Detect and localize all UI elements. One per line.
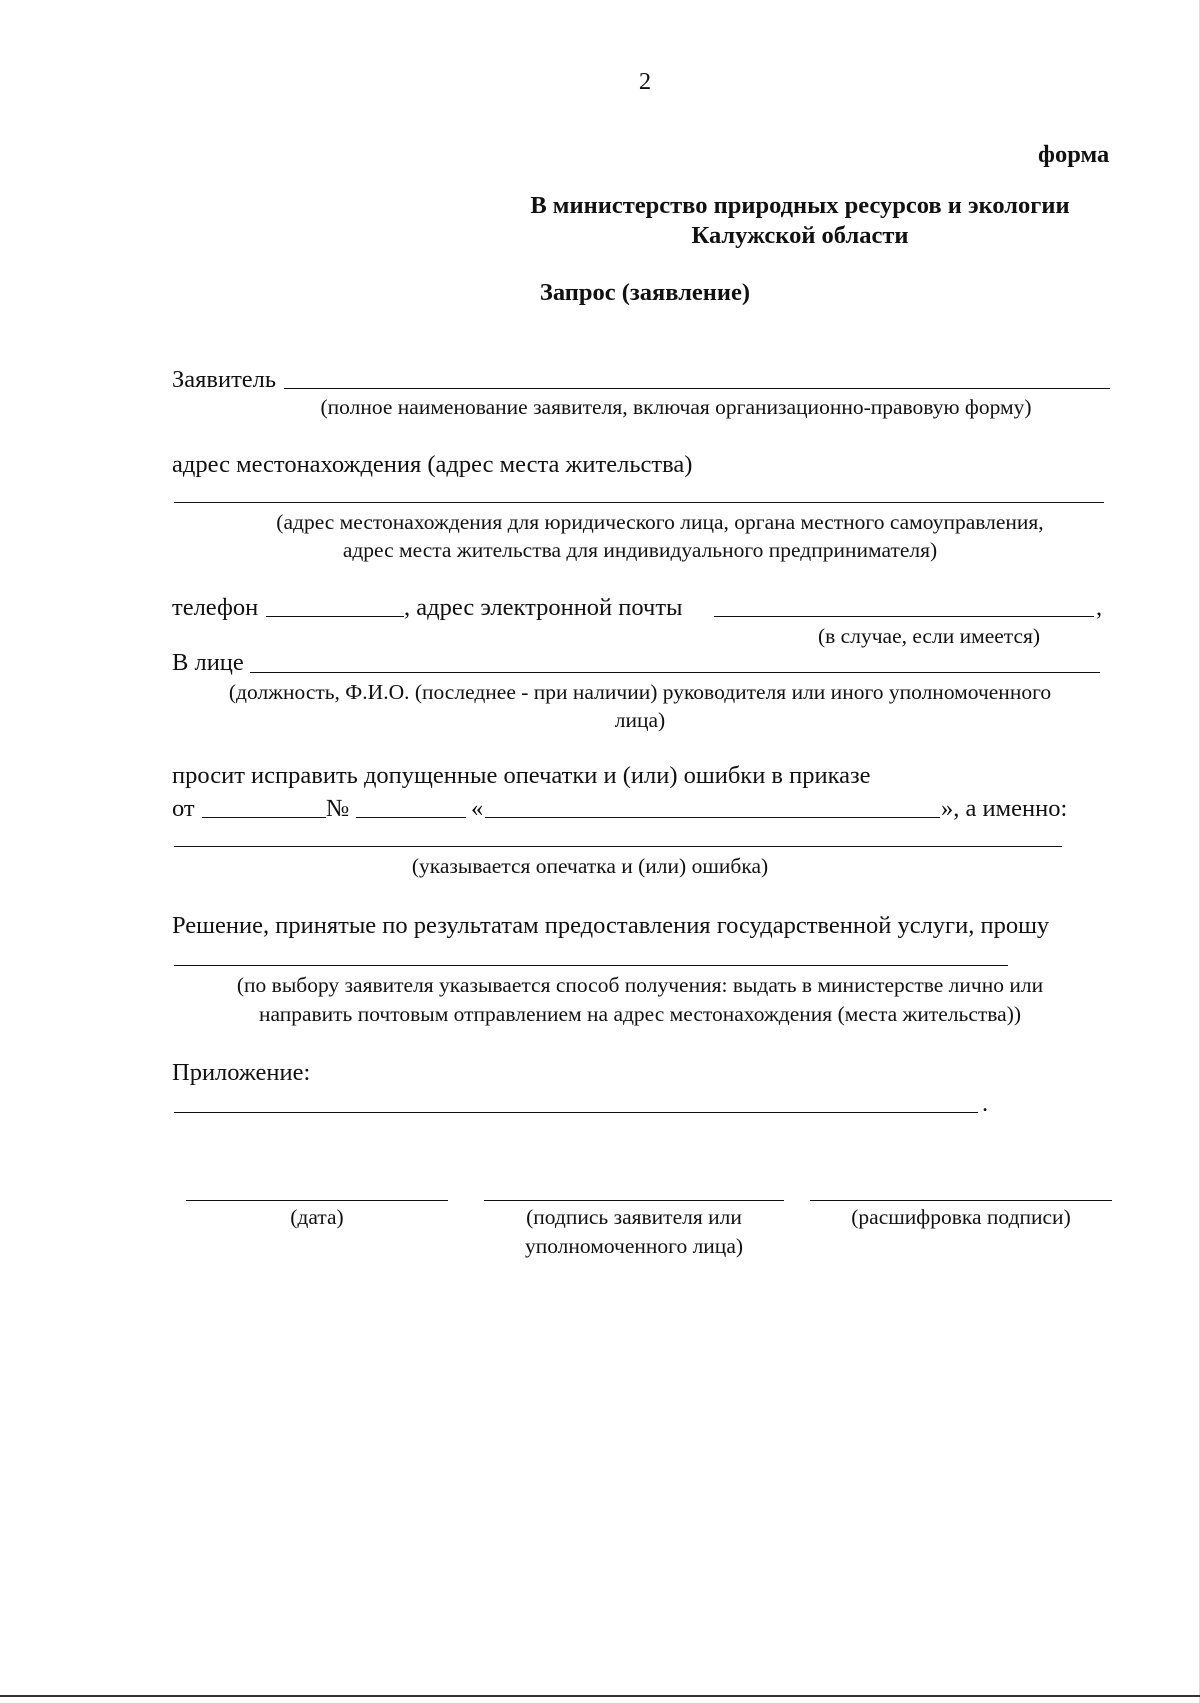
- phone-field-line[interactable]: [266, 616, 404, 617]
- date-hint: (дата): [290, 1205, 344, 1229]
- email-label: , адрес электронной почты: [404, 594, 683, 621]
- addressee-line-2: Калужской области: [691, 222, 909, 249]
- page-bottom-edge: [0, 1695, 1200, 1697]
- signature-decode-hint: (расшифровка подписи): [851, 1205, 1071, 1229]
- email-field-line[interactable]: [714, 616, 1094, 617]
- page-number: 2: [638, 68, 652, 95]
- delivery-hint-line-2: направить почтовым отправлением на адрес местонахождения (места жительства)): [258, 1002, 1022, 1026]
- form-label: форма: [1038, 141, 1110, 168]
- request-line: просит исправить допущенные опечатки и (или) ошибки в приказе: [172, 762, 871, 789]
- document-title: Запрос (заявление): [539, 279, 751, 306]
- from-label: от: [172, 795, 195, 822]
- date-field-line[interactable]: [186, 1200, 448, 1201]
- address-hint-line-1: (адрес местонахождения для юридического лица, органа местного самоуправления,: [276, 510, 1044, 534]
- decision-line: Решение, принятые по результатам предоставления государственной услуги, прошу: [172, 912, 1050, 939]
- close-quote-suffix: », а именно:: [941, 795, 1068, 822]
- open-quote: «: [471, 795, 484, 822]
- address-label: адрес местонахождения (адрес места жительства): [172, 451, 693, 478]
- order-number-field-line[interactable]: [356, 817, 466, 818]
- addressee-line-1: В министерство природных ресурсов и экологии: [530, 192, 1070, 219]
- signature-decode-field-line[interactable]: [810, 1200, 1112, 1201]
- order-title-field-line[interactable]: [485, 817, 940, 818]
- person-label: В лице: [172, 649, 244, 676]
- person-hint-line-1: (должность, Ф.И.О. (последнее - при наличии) руководителя или иного уполномоченного: [228, 680, 1052, 704]
- address-field-line[interactable]: [174, 502, 1104, 503]
- error-description-field-line[interactable]: [174, 846, 1062, 847]
- email-trailing-comma: ,: [1096, 594, 1103, 621]
- number-label: №: [326, 795, 350, 822]
- applicant-field-line[interactable]: [284, 388, 1110, 389]
- person-hint-line-2: лица): [614, 708, 666, 732]
- applicant-label: Заявитель: [172, 366, 277, 393]
- delivery-method-field-line[interactable]: [174, 965, 1008, 966]
- order-date-field-line[interactable]: [202, 817, 326, 818]
- attachment-field-line[interactable]: [174, 1112, 978, 1113]
- error-hint: (указывается опечатка и (или) ошибка): [411, 854, 769, 878]
- address-hint-line-2: адрес места жительства для индивидуального предпринимателя): [342, 538, 938, 562]
- delivery-hint-line-1: (по выбору заявителя указывается способ получения: выдать в министерстве лично или: [236, 973, 1044, 997]
- person-field-line[interactable]: [250, 672, 1100, 673]
- phone-label: телефон: [172, 594, 259, 621]
- email-hint: (в случае, если имеется): [818, 624, 1041, 648]
- signature-hint-line-2: уполномоченного лица): [524, 1234, 744, 1258]
- attachment-period: .: [982, 1090, 989, 1117]
- signature-hint-line-1: (подпись заявителя или: [526, 1205, 742, 1229]
- attachment-label: Приложение:: [172, 1059, 311, 1086]
- applicant-hint: (полное наименование заявителя, включая организационно-правовую форму): [320, 395, 1032, 419]
- signature-field-line[interactable]: [484, 1200, 784, 1201]
